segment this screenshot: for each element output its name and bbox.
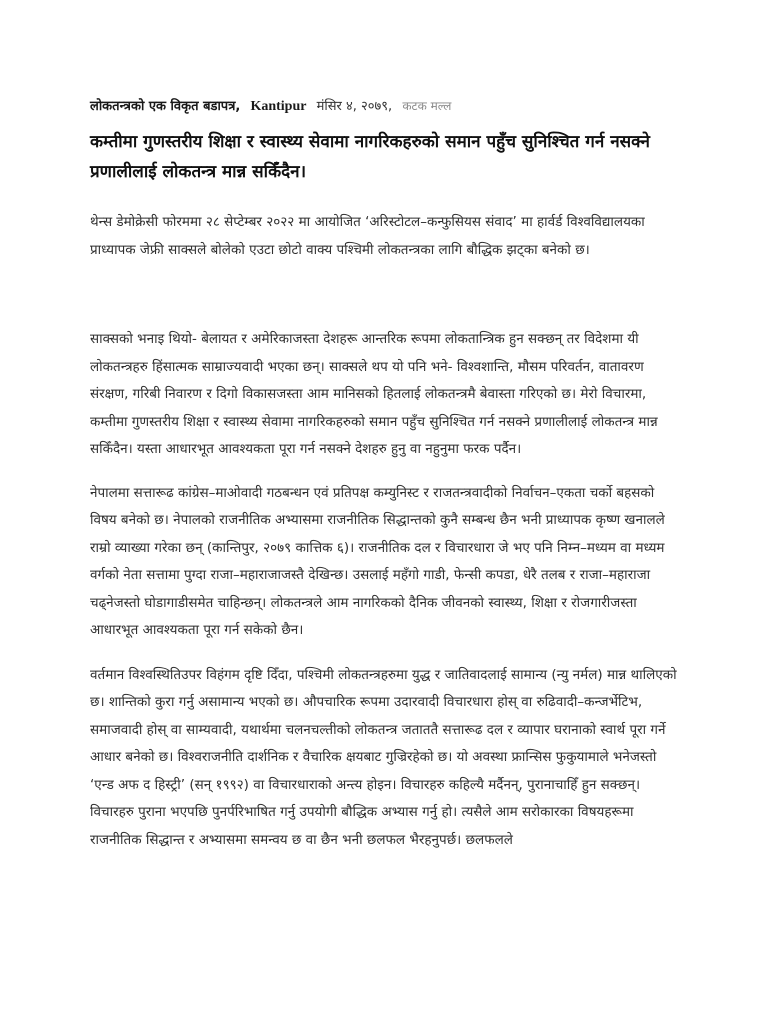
- publish-date: मंसिर ४, २०७९,: [316, 99, 393, 114]
- author-name: कटक मल्ल: [402, 99, 452, 113]
- lead-paragraph: थेन्स डेमोक्रेसी फोरममा २८ सेप्टेम्बर २०२२ मा आयोजित ‘अरिस्टोटल–कन्फुसियस संवाद’ मा हार्वर्ड विश्वविद्यालयका प्राध्यापक जेफ्री साक्सले बोलेको एउटा छोटो वाक्य पश्चिमी लोकतन्त्रका लागि बौद्धिक झट्का बनेको छ।: [90, 214, 645, 258]
- body-paragraph: वर्तमान विश्वस्थितिउपर विहंगम दृष्टि दिँदा, पश्चिमी लोकतन्त्रहरुमा युद्ध र जातिवादलाई सामान्य (न्यु नर्मल) मान्न थालिएको छ। शान्तिको कुरा गर्नु असामान्य भएको छ। औपचारिक रूपमा उदारवादी विचारधारा होस् वा रुढिवादी–कन्जर्भेटिभ, समाजवादी होस् वा साम्यवादी, यथार्थमा चलनचल्तीको लोकतन्त्र जताततै सत्तारूढ दल र व्यापार घरानाको स्वार्थ पूरा गर्ने आधार बनेको छ। विश्वराजनीति दार्शनिक र वैचारिक क्षयबाट गुज्रिरहेको छ। यो अवस्था फ्रान्सिस फुकुयामाले भनेजस्तो ‘एन्ड अफ द हिस्ट्री’ (सन् १९९२) वा विचारधाराको अन्त्य होइन। विचारहरु कहिल्यै मर्दैनन्, पुरानाचाहिँ हुन सक्छन्। विचारहरु पुराना भएपछि पुनर्परिभाषित गर्नु उपयोगी बौद्धिक अभ्यास गर्नु हो। त्यसैले आम सरोकारका विषयहरूमा राजनीतिक सिद्धान्त र अभ्यासमा समन्वय छ वा छैन भनी छलफल भैरहनुपर्छ। छलफलले: [90, 666, 677, 848]
- body-paragraph: साक्सको भनाइ थियो- बेलायत र अमेरिकाजस्ता देशहरू आन्तरिक रूपमा लोकतान्त्रिक हुन सक्छन् तर विदेशमा यी लोकतन्त्रहरु हिंसात्मक साम्राज्यवादी भएका छन्। साक्सले थप यो पनि भने- विश्वशान्ति, मौसम परिवर्तन, वातावरण संरक्षण, गरिबी निवारण र दिगो विकासजस्ता आम मानिसको हितलाई लोकतन्त्रमै बेवास्ता गरिएको छ। मेरो विचारमा, कम्तीमा गुणस्तरीय शिक्षा र स्वास्थ्य सेवामा नागरिकहरुको समान पहुँच सुनिश्चित गर्न नसक्ने प्रणालीलाई लोकतन्त्र मान्न सकिँदैन। यस्ता आधारभूत आवश्यकता पूरा गर्न नसक्ने देशहरु हुनु वा नहुनुमा फरक पर्दैन।: [90, 331, 658, 457]
- series-title: लोकतन्त्रको एक विकृत बडापत्र,: [90, 99, 241, 114]
- article: [90, 92, 680, 854]
- publication-name: Kantipur: [250, 99, 307, 114]
- article-meta: [90, 92, 680, 121]
- body-paragraph: नेपालमा सत्तारूढ कांग्रेस–माओवादी गठबन्धन एवं प्रतिपक्ष कम्युनिस्ट र राजतन्त्रवादीको निर्वाचन–एकता चर्को बहसको विषय बनेको छ। नेपालको राजनीतिक अभ्यासमा राजनीतिक सिद्धान्तको कुनै सम्बन्ध छैन भनी प्राध्यापक कृष्ण खनालले राम्रो व्याख्या गरेका छन् (कान्तिपुर, २०७९ कात्तिक ६)। राजनीतिक दल र विचारधारा जे भए पनि निम्न–मध्यम वा मध्यम वर्गको नेता सत्तामा पुग्दा राजा–महाराजाजस्तै देखिन्छ। उसलाई महँगो गाडी, फेन्सी कपडा, धेरै तलब र राजा–महाराजा चढ्नेजस्तो घोडागाडीसमेत चाहिन्छन्। लोकतन्त्रले आम नागरिकको दैनिक जीवनको स्वास्थ्य, शिक्षा र रोजगारीजस्ता आधारभूत आवश्यकता पूरा गर्न सकेको छैन।: [90, 484, 665, 638]
- article-headline: कम्तीमा गुणस्तरीय शिक्षा र स्वास्थ्य सेवामा नागरिकहरुको समान पहुँच सुनिश्चित गर्न नसक्ने प्रणालीलाई लोकतन्त्र मान्न सकिँदैन।: [90, 132, 650, 182]
